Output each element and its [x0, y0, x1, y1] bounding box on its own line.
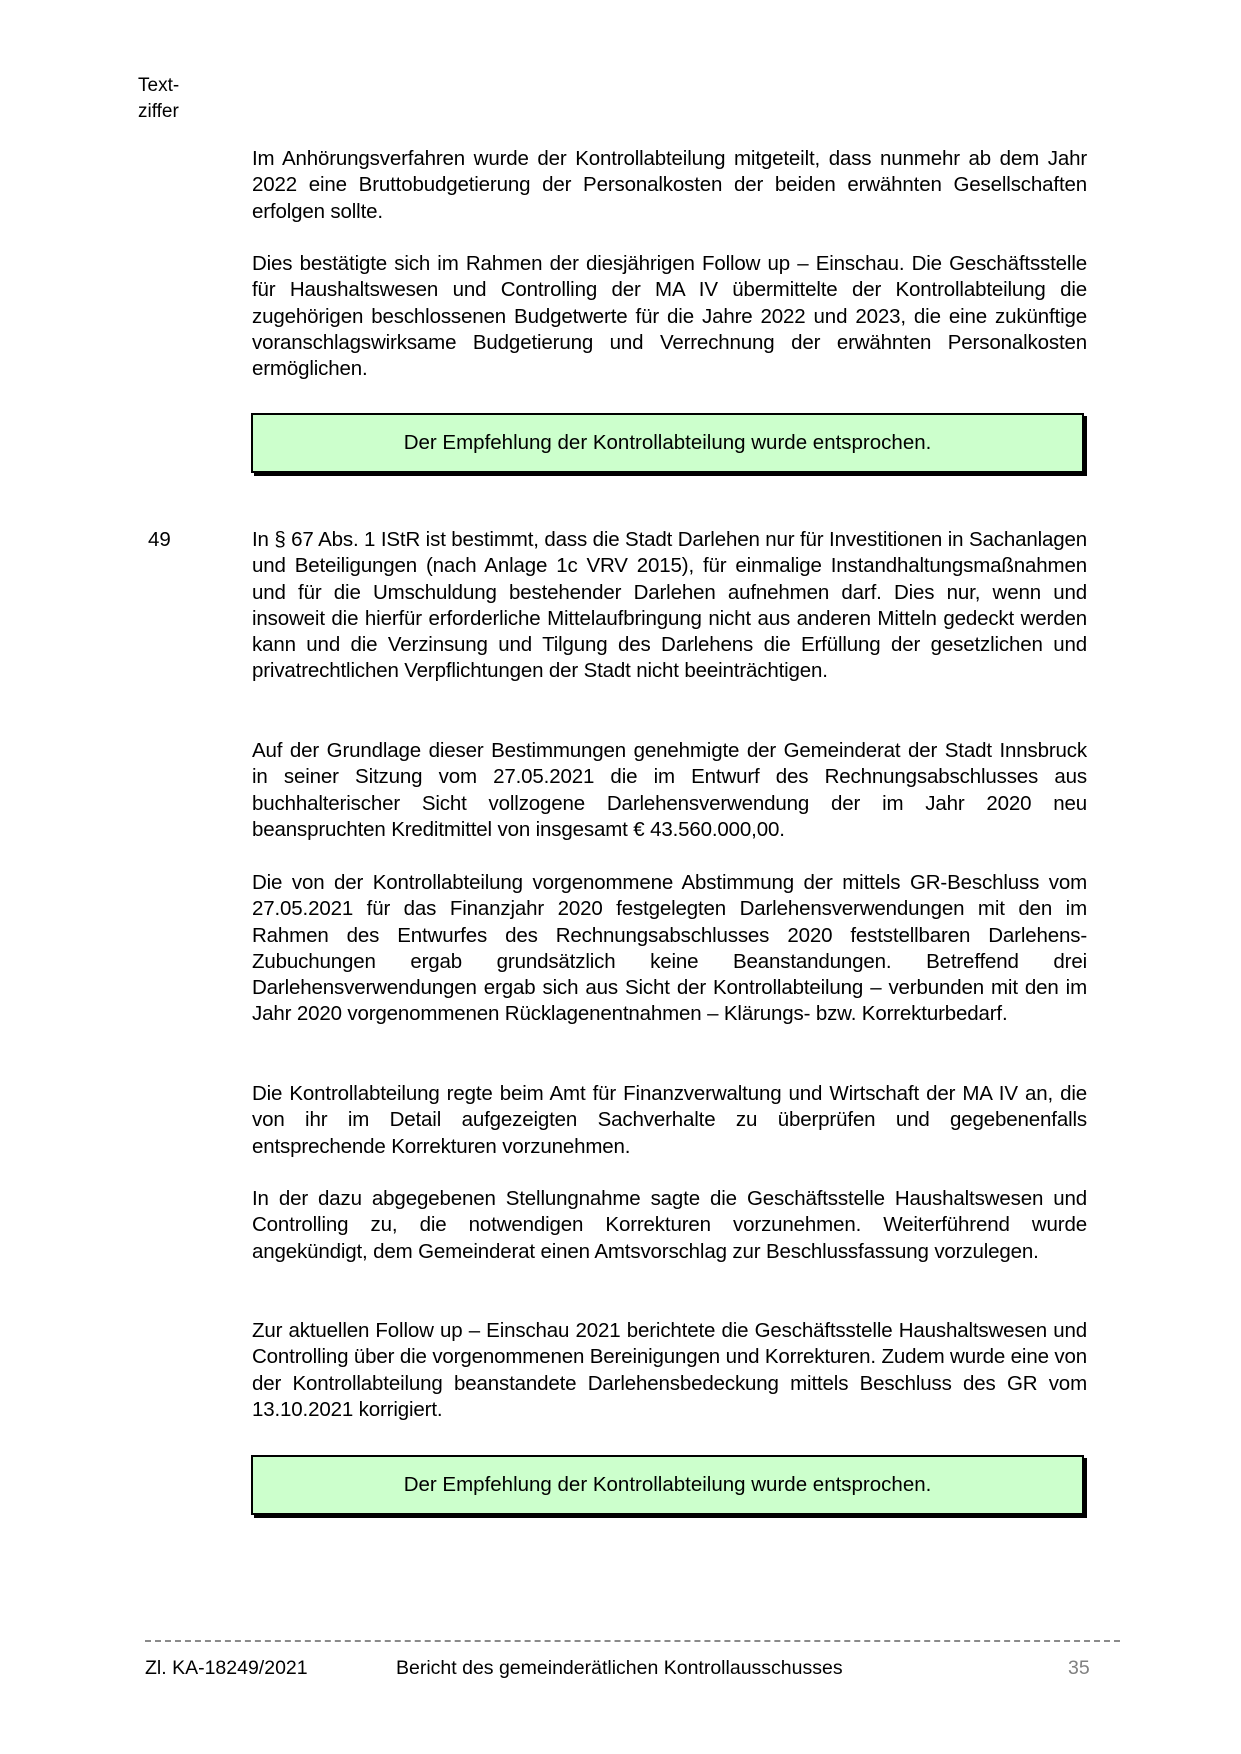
paragraph-text: In § 67 Abs. 1 IStR ist bestimmt, dass die Stadt Darlehen nur für Investitionen in Sachanlagen und Beteiligungen (nach Anlage 1c VRV 2015), für einmalige Instandhaltungsmaßnahmen und für die Umschuldung bestehender Darlehen aufnehmen darf. Dies nur, wenn und insoweit die hierfür erforderliche Mittelaufbringung nicht aus anderen Mitteln gedeckt werden kann und die Verzinsung und Tilgung des Darlehens die Erfüllung der gesetzlichen und privatrechtlichen Verpflichtungen der Stadt nicht beeinträchtigen.	[252, 528, 1087, 683]
margin-label-line2: ziffer	[138, 101, 179, 122]
footer-title: Bericht des gemeinderätlichen Kontrollausschusses	[396, 1657, 843, 1679]
paragraph-text: Auf der Grundlage dieser Bestimmungen genehmigte der Gemeinderat der Stadt Innsbruck in seiner Sitzung vom 27.05.2021 die im Entwurf des Rechnungsabschlusses aus buchhalterischer Sicht vollzogene Darlehensverwendung der im Jahr 2020 neu beanspruchten Kreditmittel von insgesamt € 43.560.000,00.	[252, 739, 1087, 841]
paragraph-text: Die von der Kontrollabteilung vorgenommene Abstimmung der mittels GR-Beschluss vom 27.05.2021 für das Finanzjahr 2020 festgelegten Darlehensverwendungen mit den im Rahmen des Entwurfes des Rechnungsabschlusses 2020 feststellbaren Darlehens-Zubuchungen ergab grundsätzlich keine Beanstandungen. Betreffend drei Darlehensverwendungen ergab sich aus Sicht der Kontrollabteilung – verbunden mit den im Jahr 2020 vorgenommenen Rücklagenentnahmen – Klärungs- bzw. Korrekturbedarf.	[252, 871, 1087, 1026]
paragraph	[252, 1186, 1087, 1265]
section-number: 49	[148, 528, 171, 551]
paragraph	[252, 870, 1087, 1028]
paragraph	[252, 738, 1087, 843]
margin-label	[138, 73, 179, 125]
paragraph-text: In der dazu abgegebenen Stellungnahme sagte die Geschäftsstelle Haushaltswesen und Controlling zu, die notwendigen Korrekturen vorzunehmen. Weiterführend wurde angekündigt, dem Gemeinderat einen Amtsvorschlag zur Beschlussfassung vorzulegen.	[252, 1187, 1087, 1263]
recommendation-result-text: Der Empfehlung der Kontrollabteilung wurde entsprochen.	[403, 431, 932, 454]
paragraph	[252, 1318, 1087, 1423]
paragraph-text: Im Anhörungsverfahren wurde der Kontrollabteilung mitgeteilt, dass nunmehr ab dem Jahr 2022 eine Bruttobudgetierung der Personalkosten der beiden erwähnten Gesellschaften erfolgen sollte.	[252, 147, 1087, 223]
paragraph-text: Zur aktuellen Follow up – Einschau 2021 berichtete die Geschäftsstelle Haushaltswesen und Controlling über die vorgenommenen Bereinigungen und Korrekturen. Zudem wurde eine von der Kontrollabteilung beanstandete Darlehensbedeckung mittels Beschluss des GR vom 13.10.2021 korrigiert.	[252, 1319, 1087, 1421]
paragraph	[252, 1081, 1087, 1160]
paragraph	[252, 146, 1087, 225]
paragraph	[252, 527, 1087, 685]
recommendation-result-box	[251, 413, 1084, 473]
paragraph-text: Dies bestätigte sich im Rahmen der diesjährigen Follow up – Einschau. Die Geschäftsstelle für Haushaltswesen und Controlling der MA IV übermittelte der Kontrollabteilung die zugehörigen beschlossenen Budgetwerte für die Jahre 2022 und 2023, die eine zukünftige voranschlagswirksame Budgetierung und Verrechnung der erwähnten Personalkosten ermöglichen.	[252, 252, 1087, 381]
paragraph-text: Die Kontrollabteilung regte beim Amt für Finanzverwaltung und Wirtschaft der MA IV an, die von ihr im Detail aufgezeigten Sachverhalte zu überprüfen und gegebenenfalls entsprechende Korrekturen vorzunehmen.	[252, 1082, 1087, 1158]
recommendation-result-box	[251, 1455, 1084, 1515]
recommendation-result-text: Der Empfehlung der Kontrollabteilung wurde entsprochen.	[403, 1473, 932, 1496]
footer-reference: Zl. KA-18249/2021	[145, 1657, 308, 1679]
margin-label-line1: Text-	[138, 75, 180, 96]
paragraph	[252, 251, 1087, 382]
page-number: 35	[1068, 1657, 1090, 1679]
footer-divider	[145, 1640, 1120, 1642]
